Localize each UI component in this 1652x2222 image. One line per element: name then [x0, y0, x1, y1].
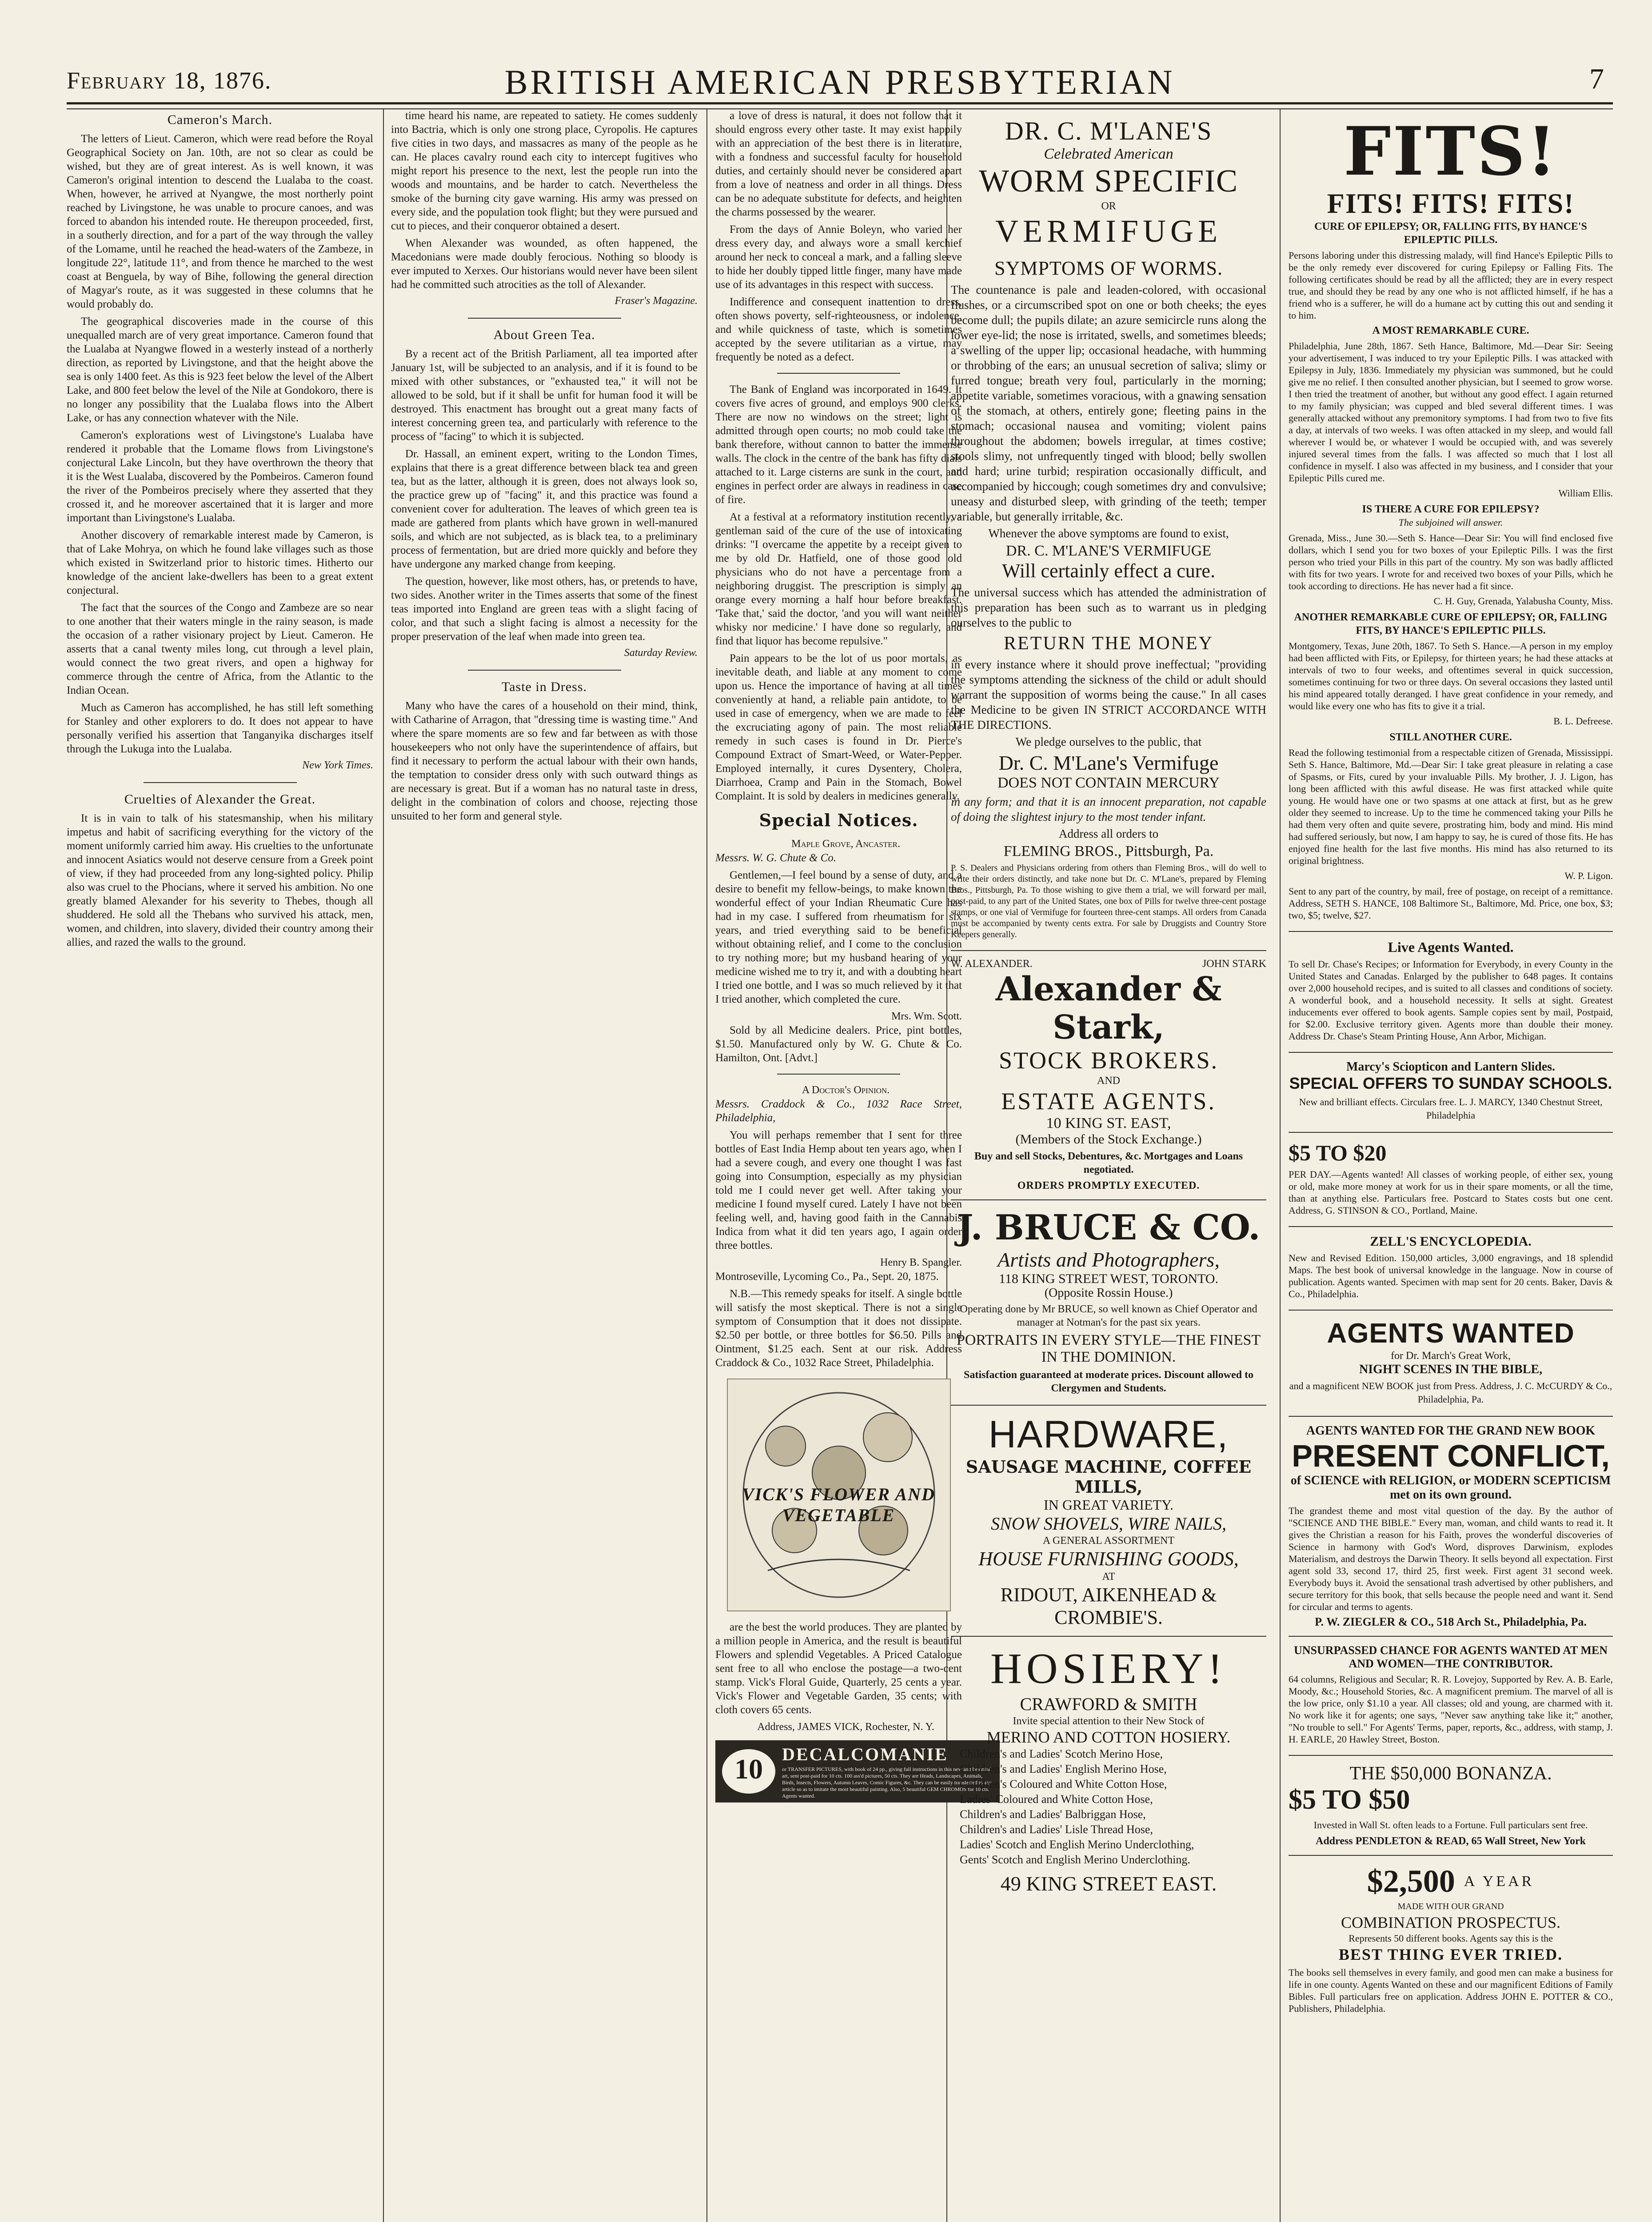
- mclane-celebrated: Celebrated American: [1044, 146, 1173, 162]
- combination-title: COMBINATION PROSPECTUS.: [1341, 1914, 1561, 1931]
- column-rule: [706, 109, 707, 2222]
- mclane-address-line: Address all orders to: [1058, 827, 1159, 840]
- article-paragraph: At a festival at a reformatory institution recently, a gentleman said of the cure of the use of intoxicating drinks: "I overcame the appetite by a receipt given to me by old Dr. Hatfield, one of those good old physicians who do not have a percentage from a neighboring druggist. The prescription is simply an orange every morning a half hour before breakfast. 'Take that,' said the doctor, 'and you will want neither whisky nor medicine.' I have done so regularly, and find that liquor has become repulsive.": [715, 511, 962, 647]
- fits-cure2-sig: C. H. Guy, Grenada, Yalabusha County, Miss.: [1433, 595, 1613, 607]
- article-paragraph: Dr. Hassall, an eminent expert, writing to the London Times, explains that there is a great difference between black tea and green tea, but as the latter, although it is green, does not always look so, the practice grew up of "facing" it, and this practice was found a convenient cover for adulteration. The leaves of which green tea is made are gathered from plants which have grown in well-manured soils, and which are not subjected, as is black tea, to a preliminary process of fermentation, but are dried more quickly and before they have undergone any marked change from keeping.: [391, 448, 698, 570]
- hosiery-title: HOSIERY!: [990, 1645, 1227, 1693]
- marcy-special: SPECIAL OFFERS TO SUNDAY SCHOOLS.: [1289, 1074, 1612, 1092]
- combination-price: $2,500: [1367, 1863, 1455, 1899]
- vick-flower-vegetable-illustration: [727, 1379, 951, 1611]
- bruce-photographers-ad: [951, 1200, 1266, 1406]
- fits-cure2-sub: The subjoined will answer.: [1398, 517, 1503, 528]
- agents-body: and a magnificent NEW BOOK just from Press. Address, J. C. McCURDY & Co., Philadelphia, Pa.: [1289, 1380, 1612, 1405]
- combination-body: Represents 50 different books. Agents say this is the: [1349, 1933, 1553, 1944]
- special-notices-heading: Special Notices.: [759, 810, 918, 830]
- agents-wanted-ad: [1289, 1311, 1613, 1417]
- hosiery-item: Ladies' Scotch and English Merino Underclothing,: [960, 1838, 1194, 1851]
- hosiery-item: Ladies' Coloured and White Cotton Hose,: [960, 1793, 1153, 1806]
- article-paragraph: The geographical discoveries made in the course of this unequalled march are of very great importance. Cameron found that the Lualaba at Nyangwe flowed in a westerly instead of a northerly direction, as reported by Livingstone, and that the height above the sea is only 1400 feet. As this is 923 feet below the level of the Albert Lake, and 800 feet below the level of the Nile at Gondokoro, there is no longer any possibility that the Lualaba flows into the Albert Lake, or has any connection whatever with the Nile.: [67, 316, 373, 424]
- partner-left: W. ALEXANDER.: [951, 958, 1033, 970]
- hardware-general: A GENERAL ASSORTMENT: [1042, 1535, 1175, 1547]
- decal-title: DECALCOMANIE: [782, 1744, 948, 1764]
- hosiery-list: [951, 1746, 1266, 1867]
- notice-body: You will perhaps remember that I sent for three bottles of East India Hemp about ten years ago, when I had a severe cough, and every one thought I was fast going into Consumption, especially as my physician told me I could never get well. After taking your medicine I found myself cured. Lately I have not been feeling well, and, having good faith in the Cannabis Indica from what it did ten years ago, I again order three bottles.: [715, 1129, 962, 1251]
- article-source: Saturday Review.: [624, 647, 698, 659]
- unsurpassed-ad: [1289, 1637, 1613, 1756]
- bonanza-body: Invested in Wall St. often leads to a Fortune. Full particulars sent free.: [1313, 1819, 1588, 1830]
- hardware-snow: SNOW SHOVELS, WIRE NAILS,: [991, 1514, 1226, 1534]
- conflict-sub: of SCIENCE with RELIGION, or MODERN SCEPTICISM met on its own ground.: [1290, 1474, 1611, 1502]
- notice-body: Gentlemen,—I feel bound by a sense of duty, and a desire to benefit my fellow-beings, to make known the wonderful effect of your Indian Rheumatic Cure has had in my case. I suffered from rheumatism for six years, and tried everything said to be beneficial without obtaining relief, and I come to the conclusion to try nothing more; but my husband hearing of your medicine wished me to try it, and with a doubting heart I tried one bottle, and I was so much relieved by it that I tried another, which completed the cure.: [715, 869, 962, 1005]
- column-rule: [1280, 109, 1281, 2222]
- mclane-ps: P. S. Dealers and Physicians ordering from others than Fleming Bros., will do well to write their orders distinctly, and take none but Dr. C. M'Lane's, prepared by Fleming Bros., Pittsburgh, Pa. To those wishing to give them a trial, we will forward per mail, post-paid, to any part of the United States, one box of Pills for twelve three-cent postage stamps, or one vial of Vermifuge for fourteen three-cent stamps. All orders from Canada must be accompanied by twenty cents extra. For sale by Druggists and Country Store Keepers generally.: [951, 863, 1266, 939]
- article-title: Cameron's March.: [167, 112, 273, 127]
- hosiery-ad: [951, 1637, 1266, 1902]
- conflict-title: PRESENT CONFLICT,: [1292, 1439, 1610, 1473]
- divider: [144, 782, 297, 783]
- five-body: PER DAY.—Agents wanted! All classes of working people, of either sex, young or old, make more money at work for us in their spare moments, or all the time, than at anything else. Particulars free. Postcard to States costs but one cent. Address, G. STINSON & CO., Portland, Maine.: [1289, 1169, 1613, 1216]
- notice-signature: Mrs. Wm. Scott.: [891, 1011, 962, 1022]
- vick-description: are the best the world produces. They are planted by a million people in America, and the result is beautiful Flowers and splendid Vegetables. A Priced Catalogue sent free to all who enclose the postage—a two-cent stamp. Vick's Floral Guide, Quarterly, 25 cents a year. Vick's Flower and Vegetable Garden, 35 cents; with cloth covers 65 cents.: [715, 1621, 962, 1716]
- hardware-ridout: RIDOUT, AIKENHEAD & CROMBIE'S.: [1000, 1584, 1217, 1628]
- five-twenty-ad: [1289, 1133, 1613, 1227]
- combination-year: A YEAR: [1464, 1873, 1535, 1890]
- fits-ad: [1289, 109, 1613, 932]
- column-4: [951, 109, 1266, 2222]
- article-title: Cruelties of Alexander the Great.: [124, 792, 316, 807]
- conflict-body: The grandest theme and most vital question of the day. By the author of "SCIENCE AND THE BIBLE." Every man, woman, and child wants to read it. It gives the Christian a reason for his Faith, proves the wonderful discoveries of Science in harmony with God's Word, disproves Darwinism, explodes Materialism, and destroys the Darwin Theory. It sells beyond all expectation. First agent sold 33, second 17, third 25, first week. First agent 31 second week. Everybody buys it. Avoid the sensational trash advertised by other publishers, and secure territory for this book, that sells because the people need and want it. Send for circular and terms to agents.: [1289, 1505, 1613, 1612]
- unsurpassed-title: UNSURPASSED CHANCE FOR AGENTS WANTED AT MEN AND WOMEN—THE CONTRIBUTOR.: [1294, 1644, 1608, 1670]
- hardware-title: HARDWARE,: [988, 1413, 1229, 1456]
- bruce-address: 118 KING STREET WEST, TORONTO.: [999, 1271, 1218, 1286]
- marcy-body: New and brilliant effects. Circulars free. L. J. MARCY, 1340 Chestnut Street, Philadelphia: [1299, 1096, 1603, 1121]
- hosiery-address: 49 KING STREET EAST.: [1000, 1872, 1217, 1895]
- column-1: [67, 109, 373, 2222]
- fits-headline: FITS!: [1343, 112, 1558, 191]
- bruce-opposite: (Opposite Rossin House.): [1044, 1286, 1173, 1300]
- fits-cure: CURE OF EPILEPSY; OR, FALLING FITS, BY HANCE'S EPILEPTIC PILLS.: [1314, 221, 1587, 246]
- article-paragraph: time heard his name, are repeated to satiety. He comes suddenly into Bactria, which is only one strong place, Cyropolis. He captures five cities in two days, and massacres as many of the people as he can. He places cavalry round each city to intercept fugitives who might report his presence to the next, lest the people run into the woods and mountains, and be harder to catch. Nevertheless the smoke of the burning city gave warning. His army was pressed on every side, and the population took flight; but they were pursued and cut to pieces, and their conqueror obtained a desert.: [391, 110, 698, 232]
- article-paragraph: Indifference and consequent inattention to dress, often shows poverty, self-righteousness, or indolence, and while quickness of taste, which is sometimes accepted by the severe utilitarian as a virtue, may frequently be noted as a defect.: [715, 296, 962, 363]
- vick-label: VICK'S FLOWER AND VEGETABLE: [742, 1484, 935, 1525]
- hardware-variety: IN GREAT VARIETY.: [1044, 1497, 1173, 1513]
- bruce-subtitle: Artists and Photographers,: [998, 1248, 1220, 1271]
- article-paragraph: Much as Cameron has accomplished, he has still left something for Stanley and other explorers to do. It does not appear to have personally verified his assertion that Tanganyika discharges itself through the Lukuga into the Lualaba.: [67, 702, 373, 755]
- agents-title: AGENTS WANTED: [1327, 1318, 1575, 1349]
- combination-made: MADE WITH OUR GRAND: [1397, 1902, 1504, 1911]
- mclane-no-mercury-2: DOES NOT CONTAIN MERCURY: [997, 775, 1220, 791]
- firm-address: 10 KING ST. EAST,: [1046, 1115, 1171, 1131]
- article-paragraph: It is in vain to talk of his statesmanship, when his military impetus and habit of sacrificing everything for the victory of the moment uniformly carried him away. His cruelties to the unfortunate and innocent Asiatics would not deserve censure from a Greek point of view, if they had proceeded from any long-sighted policy. Philip also was cruel to the Phocians, where it served his ambition. No one greatly blamed Alexander for his severity to Thebes, though all shuddered. He sold all the Thebans who survived his attack, men, women, and children, into slavery, divided their country among their allies, and razed the walls to the ground.: [67, 812, 373, 948]
- mclane-fleming: FLEMING BROS., Pittsburgh, Pa.: [1003, 843, 1214, 859]
- notice-nb: N.B.—This remedy speaks for itself. A single bottle will satisfy the most skeptical. There is not a single symptom of Consumption that it does not dissipate. $2.50 per bottle, or three bottles for $6.50. Pills and Ointment, $1.25 each. Sent at our risk. Address Craddock & Co., 1032 Race Street, Philadelphia.: [715, 1288, 962, 1369]
- five-price: $5 TO $20: [1289, 1140, 1387, 1165]
- bruce-body: Operating done by Mr BRUCE, so well known as Chief Operator and manager at Notman's for the past six years.: [960, 1303, 1257, 1328]
- symptoms-title: SYMPTOMS OF WORMS.: [994, 257, 1223, 279]
- notice-head: Maple Grove, Ancaster.: [791, 838, 900, 850]
- divider: [777, 373, 901, 374]
- mclane-or: OR: [1101, 200, 1116, 212]
- agents-for: for Dr. March's Great Work,: [1391, 1350, 1511, 1362]
- hardware-at: AT: [1102, 1571, 1115, 1583]
- mclane-no-mercury-1: Dr. C. M'Lane's Vermifuge: [998, 751, 1219, 774]
- mclane-whenever: Whenever the above symptoms are found to exist,: [988, 527, 1229, 540]
- hardware-sausage: SAUSAGE MACHINE, COFFEE MILLS,: [966, 1457, 1252, 1497]
- article-paragraph: Cameron's explorations west of Livingstone's Lualaba have rendered it probable that the Lomame flows from Livingstone's conjectural Lake Lincoln, but they have overthrown the theory that it is the West Lualaba, discovered by the Pombeiros. Cameron found the river of the Pombeiros precisely where they asserted that they crossed it, and he moreover ascertained that it is larger and more important than Livingstone's Lualaba.: [67, 429, 373, 524]
- notice-addressee: Messrs. Craddock & Co., 1032 Race Street, Philadelphia,: [715, 1098, 962, 1124]
- stock-brokers: STOCK BROKERS.: [998, 1047, 1219, 1074]
- mclane-universal: The universal success which has attended the administration of this preparation has been such as to warrant us in pledging ourselves to the public to: [951, 586, 1266, 629]
- article-paragraph: The question, however, like most others, has, or pretends to have, two sides. Another writer in the Times asserts that some of the finest teas imported into England are green teas with a slight facing of color, and that such a slight facing is almost a necessity for the proper preservation of the leaf when made into green tea.: [391, 575, 698, 643]
- live-agents-ad: [1289, 932, 1613, 1053]
- mclane-vermifuge-line: DR. C. M'LANE'S VERMIFUGE: [1006, 543, 1212, 559]
- article-paragraph: a love of dress is natural, it does not follow that it should engross every other taste. It may exist happily with an appreciation of the best there is in literature, with a fondness and successful faculty for household duties, and certainly should never be considered apart from a love of neatness and order in all things. Dress can be no adequate substitute for defects, and heighten the charms possessed by the wearer.: [715, 110, 962, 218]
- estate-agents: ESTATE AGENTS.: [1001, 1088, 1216, 1115]
- fits-remarkable-sig: William Ellis.: [1558, 488, 1613, 499]
- combination-best: BEST THING EVER TRIED.: [1338, 1946, 1563, 1963]
- conflict-address: P. W. ZIEGLER & CO., 518 Arch St., Philadelphia, Pa.: [1315, 1615, 1587, 1628]
- alexander-stark-ad: [951, 951, 1266, 1200]
- article-source: Fraser's Magazine.: [615, 295, 698, 307]
- hardware-house: HOUSE FURNISHING GOODS,: [978, 1548, 1239, 1570]
- present-conflict-ad: [1289, 1417, 1613, 1637]
- article-title: About Green Tea.: [493, 328, 595, 342]
- bruce-satisfaction: Satisfaction guaranteed at moderate prices. Discount allowed to Clergymen and Students.: [964, 1369, 1253, 1394]
- vick-address: Address, JAMES VICK, Rochester, N. Y.: [757, 1721, 934, 1733]
- marcy-title: Marcy's Sciopticon and Lantern Slides.: [1346, 1060, 1556, 1074]
- article-paragraph: From the days of Annie Boleyn, who varied her dress every day, and always wore a small kerchief around her neck to conceal a mark, and a falling sleeve to hide her doubly tipped little finger, many have made use of its advantages in this respect with success.: [715, 224, 962, 291]
- hosiery-item: Children's and Ladies' Lisle Thread Hose,: [960, 1823, 1153, 1836]
- mclane-pledge: We pledge ourselves to the public, that: [1015, 735, 1202, 748]
- mclane-vermifuge: VERMIFUGE: [995, 213, 1222, 249]
- article-paragraph: The fact that the sources of the Congo and Zambeze are so near to one another that their waters mingle in the rainy season, is made the occasion of a rather visionary project by Lieut. Cameron. He asserts that a canal twenty miles long, cut through a level plain, would connect the two great rivers, and open a highway for commerce through the centre of Africa, from the Atlantic to the Indian Ocean.: [67, 602, 373, 696]
- article-source: New York Times.: [302, 759, 373, 771]
- hosiery-item: Children's and Ladies' Scotch Merino Hose,: [960, 1747, 1163, 1760]
- fits-still: STILL ANOTHER CURE.: [1389, 731, 1512, 743]
- fits-cure2-body: Grenada, Miss., June 30.—Seth S. Hance—Dear Sir: You will find enclosed five dollars, which I send you for two boxes of your Epileptic Pills. I was the first person who tried your Pills in this part of the country. My son was badly afflicted with fits for two years. I wrote for and received two boxes of your Pills, which he took according to directions. He has never had a fit since.: [1289, 532, 1613, 591]
- zell-ad: [1289, 1227, 1613, 1311]
- page-number: 7: [1589, 63, 1604, 95]
- mclane-cure-line: Will certainly effect a cure.: [1002, 560, 1215, 582]
- fits-remarkable-body: Philadelphia, June 28th, 1867. Seth Hance, Baltimore, Md.—Dear Sir: Seeing your advertisement, I was induced to try your Epileptic Pills. I was attacked with Epilepsy in July, 1836. Immediately my physician was summoned, but he could give me no relief. I then consulted another physician, but I seemed to grow worse. I then tried the treatment of another, but without any good effect. I again returned to my family physician; was cupped and bled several different times. I was generally attacked without any premonitory symptoms. I had from two to five fits a day, at intervals of two weeks. I was often attacked in my sleep, and would fall wherever I would be, or whatever I would be occupied with, and was severely injured several times from the falls. I was affected so much that I lost all confidence in myself. I also was affected in my business, and I consider that your Epileptic Pills cured me.: [1289, 340, 1613, 484]
- hosiery-item: Children's and Ladies' English Merino Hose,: [960, 1762, 1167, 1775]
- symptoms-body: The countenance is pale and leaden-colored, with occasional flushes, or a circumscribed spot on one or both cheeks; the eyes become dull; the pupils dilate; an azure semicircle runs along the lower eye-lid; the nose is irritated, swells, and sometimes bleeds; a swelling of the upper lip; occasional headache, with humming or throbbing of the ears; an unusual secretion of saliva; slimy or furred tongue; breath very foul, particularly in the morning; appetite variable, sometimes voracious, with a gnawing sensation of the stomach, at others, entirely gone; fleeting pains in the stomach; occasional nausea and vomiting; violent pains throughout the abdomen; bowels irregular, at times costive; stools slimy, not unfrequently tinged with blood; belly swollen and hard; urine turbid; respiration occasionally difficult, and accompanied by hiccough; cough sometimes dry and convulsive; uneasy and disturbed sleep, with grinding of the teeth; temper variable, but generally irritable, &c.: [951, 283, 1266, 523]
- firm-orders: ORDERS PROMPTLY EXECUTED.: [1017, 1180, 1200, 1191]
- notice-footer: Sold by all Medicine dealers. Price, pint bottles, $1.50. Manufactured only by W. G. Chute & Co. Hamilton, Ont. [Advt.]: [715, 1024, 962, 1064]
- fits-body: Persons laboring under this distressing malady, will find Hance's Epileptic Pills to be the only remedy ever discovered for curing Epilepsy or Falling Fits. The following certificates should be read by all the afflicted; they are in every respect true, and should they be read by any one who is not afflicted himself, if he has a friend who is a sufferer, he will do a humane act by cutting this out and sending it to him.: [1289, 250, 1613, 321]
- article-paragraph: Many who have the cares of a household on their mind, think, with Catharine of Arragon, that "dressing time is wasting time." And where the spare moments are so few and far between as with those housekeepers who not only have the superintendence of affairs, but find it necessary to perform the actual labour with their own hands, the temptation to consider dress only with such outward things as are necessary is great. But if a woman has no natural taste in dress, delight in the combination of colors and choose, rejecting those unsuited to her form and general style.: [391, 700, 698, 822]
- fits-price: Sent to any part of the country, by mail, free of postage, on receipt of a remittance. Address, SETH S. HANCE, 108 Baltimore St., Baltimore, Md. Price, one box, $3; two, $5; twelve, $27.: [1289, 886, 1613, 921]
- hosiery-invite: Invite special attention to their New Stock of: [1013, 1715, 1205, 1727]
- article-paragraph: Pain appears to be the lot of us poor mortals, as inevitable death, and liable at any moment to come upon us. Hence the importance of having at all times conveniently at hand, a reliable pain antidote, to be used in case of emergency, when we are made to feel the excruciating agony of pain. The most reliable remedy in such cases is found in Dr. Pierce's Compound Extract of Smart-Weed, or Water-Pepper. Employed internally, it cures Dysentery, Cholera, Diarrhoea, Cramp and Pain in the Stomach, Bowel Complaint. It is sold by dealers in medicines generally.: [715, 652, 962, 802]
- bruce-portraits: PORTRAITS IN EVERY STYLE—THE FINEST IN THE DOMINION.: [956, 1332, 1261, 1365]
- mclane-worm-specific: WORM SPECIFIC: [978, 163, 1239, 199]
- article-paragraph: By a recent act of the British Parliament, all tea imported after January 1st, will be subjected to an analysis, and if it is found to be mixed with other substances, or "exhausted tea," it will not be allowed to be sold, but if it shall be unfit for human food it will be destroyed. This enactment has brought out a great many facts of interest concerning green tea, and particularly with reference to the process of "facing" to which it is subjected.: [391, 348, 698, 443]
- fits-another: ANOTHER REMARKABLE CURE OF EPILEPSY; OR, FALLING FITS, BY HANCE'S EPILEPTIC PILLS.: [1294, 611, 1608, 636]
- mclane-innocent: in any form; and that it is an innocent preparation, not capable of doing the slightest injury to the most tender infant.: [951, 795, 1266, 823]
- hardware-ad: [951, 1406, 1266, 1637]
- fits-remarkable: A MOST REMARKABLE CURE.: [1372, 325, 1529, 336]
- combination-foot: The books sell themselves in every family, and good men can make a business for life in one county. Agents Wanted on these and our magnificent Editions of Family Bibles. Full particulars free on application. Address JOHN E. POTTER & CO., Publishers, Philadelphia.: [1289, 1967, 1613, 2014]
- divider: [468, 670, 621, 671]
- mclane-return-body: in every instance where it should prove ineffectual; "providing the symptoms attending the sickness of the child or adult should warrant the supposition of worms being the cause." In all cases the Medicine to be given IN STRICT ACCORDANCE WITH THE DIRECTIONS.: [951, 658, 1266, 731]
- hosiery-item: Children's and Ladies' Balbriggan Hose,: [960, 1808, 1146, 1821]
- zell-body: New and Revised Edition. 150,000 articles, 3,000 engravings, and 18 splendid Maps. The best book of universal knowledge in the language. Now in course of publication. Agents wanted. Specimen with map sent for 20 cents. Baker, Davis & Co., Philadelphia.: [1289, 1252, 1613, 1299]
- issue-date: February 18, 1876.: [67, 67, 272, 94]
- fits-another-body: Montgomery, Texas, June 20th, 1867. To Seth S. Hance.—A person in my employ had been afflicted with Fits, or Epilepsy, for thirteen years; he had these attacks at intervals of two to four weeks, and oftentimes several in quick succession, sometimes continuing for two or three days. On several occasions they lasted until his mind appeared totally deranged. I have great confidence in your remedy, and would like every one who has fits to give it a trial.: [1289, 640, 1613, 711]
- column-rule: [383, 109, 384, 2222]
- column-2: [391, 109, 698, 2222]
- conflict-agents: AGENTS WANTED FOR THE GRAND NEW BOOK: [1306, 1424, 1596, 1438]
- article-paragraph: The Bank of England was incorporated in 1649. It covers five acres of ground, and employs 900 clerks. There are now no windows on the street; light is admitted through open courts; no mob could take the bank therefore, without cannon to batter the immense walls. The clock in the centre of the bank has fifty dials attached to it. Large cisterns are sunk in the court, and engines in perfect order are always in readiness in case of fire.: [715, 384, 962, 506]
- bonanza-price: $5 TO $50: [1289, 1785, 1410, 1815]
- mclane-return: RETURN THE MONEY: [1004, 633, 1213, 654]
- firm-name: Alexander & Stark,: [995, 970, 1222, 1047]
- hosiery-item: Children's Coloured and White Cotton Hose,: [960, 1778, 1167, 1790]
- decal-text: or TRANSFER PICTURES, with book of 24 pp., giving full instructions in this new and beautiful art, sent post-paid for 10 cts. 100 ass'd pictures, 50 cts. They are Heads, Landscapes, Animals, Birds, Insects, Flowers, Autumn Leaves, Comic Figures, &c. They can be easily transferred to any article so as to imitate the most beautiful painting. Also, 5 beautiful GEM CHROMOS for 10 cts. Agents wanted.: [782, 1766, 992, 1799]
- notice-place: Montroseville, Lycoming Co., Pa., Sept. 20, 1875.: [715, 1271, 939, 1283]
- divider: [777, 1074, 901, 1075]
- article-paragraph: The letters of Lieut. Cameron, which were read before the Royal Geographical Society on Jan. 10th, are not so clear as could be wished, but they are of great interest. As is well known, it was Cameron's original intention to descend the Lualaba to the coast. When, however, he arrived at Nyangwe, the most northerly point reached by Livingstone, he was unable to procure canoes, and was forced to abandon his intended route. He thereupon proceeded, first, in a southerly direction, and for a part of the way through the valley of the Lomame, until he reached the head-waters of the Zambeze, in longitude 22°, latitude 11°, and from thence he marched to the west coast at Benguela, by way of Bihe, following the general direction of Magyar's route, as it was suggested in these columns that he would probably do.: [67, 133, 373, 310]
- bonanza-ad: [1289, 1756, 1613, 1856]
- article-paragraph: Another discovery of remarkable interest made by Cameron, is that of Lake Mohrya, on which he found lake villages such as those which existed in Switzerland prior to historic times. Hitherto our knowledge of the ancient lake-dwellers has been to a great extent conjectural.: [67, 529, 373, 596]
- bruce-name: J. BRUCE & CO.: [957, 1207, 1261, 1248]
- article-title: Taste in Dress.: [501, 679, 587, 694]
- fits-subline: FITS! FITS! FITS!: [1327, 188, 1575, 219]
- fits-cure2: IS THERE A CURE FOR EPILEPSY?: [1362, 504, 1540, 515]
- live-title: Live Agents Wanted.: [1388, 939, 1514, 955]
- notice-head: A Doctor's Opinion.: [802, 1084, 890, 1096]
- live-body: To sell Dr. Chase's Recipes; or Information for Everybody, in every County in the United States and Canadas. Enlarged by the publisher to 648 pages. It contains over 2,000 household recipes, and is suited to all classes and conditions of society. A wonderful book, and a household necessity. It sells at sight. Greatest inducements ever offered to book agents. Sample copies sent by mail, Postpaid, for $2.00. Exclusive territory given. Agents more than double their money. Address Dr. Chase's Steam Printing House, Ann Arbor, Michigan.: [1289, 959, 1613, 1042]
- combination-ad: [1289, 1856, 1613, 2024]
- zell-title: ZELL'S ENCYCLOPEDIA.: [1370, 1234, 1532, 1249]
- bonanza-title: THE $50,000 BONANZA.: [1349, 1763, 1552, 1784]
- hosiery-merino: MERINO AND COTTON HOSIERY.: [986, 1728, 1231, 1746]
- column-5: [1289, 109, 1613, 2222]
- masthead: [67, 53, 1613, 104]
- firm-members: (Members of the Stock Exchange.): [1015, 1132, 1202, 1147]
- fits-still-sig: W. P. Ligon.: [1564, 870, 1613, 881]
- hosiery-item: Gents' Scotch and English Merino Underclothing.: [960, 1853, 1190, 1866]
- divider: [468, 318, 621, 319]
- agents-night: NIGHT SCENES IN THE BIBLE,: [1359, 1363, 1543, 1376]
- partner-right: JOHN STARK: [1202, 958, 1266, 970]
- unsurpassed-body: 64 columns, Religious and Secular; R. R. Lovejoy, Supported by Rev. A. B. Earle, Moody, &c.; Household Stories, &c. A magnificent premium. The marvel of all is the low price, only $1.10 a year. All classes; old and young, are charmed with it. No work like it for agents; one says, "Never saw anything take like it;" another, "No trouble to sell." For Agents' Terms, paper, reports, &c., address, with stamp, J. H. EARLE, 20 Hawley Street, Boston.: [1289, 1674, 1613, 1745]
- mclane-vermifuge-ad: [951, 109, 1266, 951]
- bonanza-address: Address PENDLETON & READ, 65 Wall Street, New York: [1315, 1835, 1586, 1847]
- marcy-ad: [1289, 1053, 1613, 1133]
- firm-buy: Buy and sell Stocks, Debentures, &c. Mortgages and Loans negotiated.: [974, 1151, 1243, 1175]
- and-word: AND: [1097, 1075, 1120, 1087]
- notice-signature: Henry B. Spangler.: [880, 1257, 962, 1268]
- decal-number: 10: [734, 1753, 763, 1785]
- hosiery-firm: CRAWFORD & SMITH: [1020, 1694, 1197, 1714]
- mclane-name: DR. C. M'LANE'S: [1005, 116, 1213, 145]
- fits-still-body: Read the following testimonial from a respectable citizen of Grenada, Mississippi. Seth S. Hance, Baltimore, Md.—Dear Sir: I take great pleasure in relating a case of Spasms, or Fits, cured by your invaluable Pills. My brother, J. J. Ligon, has long been afflicted with this awful disease. He was first attacked while quite young. He would have one or two spasms at one attack at first, but as he grew older they seemed to increase. Up to the time he commenced taking your Pills he had them very often and quite severe, prostrating him, body and mind. His mind had suffered seriously, but now, I am happy to say, he is cured of those fits. He has enjoyed fine health for the last five months. His mind has also returned to its original brightness.: [1289, 747, 1613, 866]
- newspaper-title: BRITISH AMERICAN PRESBYTERIAN: [504, 63, 1175, 101]
- article-paragraph: When Alexander was wounded, as often happened, the Macedonians were made doubly ferocious. Nothing so bloody is ever imputed to Xerxes. Our historians would never have been silent had he committed such atrocities as the toll of Alexander.: [391, 237, 698, 291]
- fits-another-sig: B. L. Defreese.: [1553, 715, 1613, 727]
- notice-addressee: Messrs. W. G. Chute & Co.: [715, 852, 837, 864]
